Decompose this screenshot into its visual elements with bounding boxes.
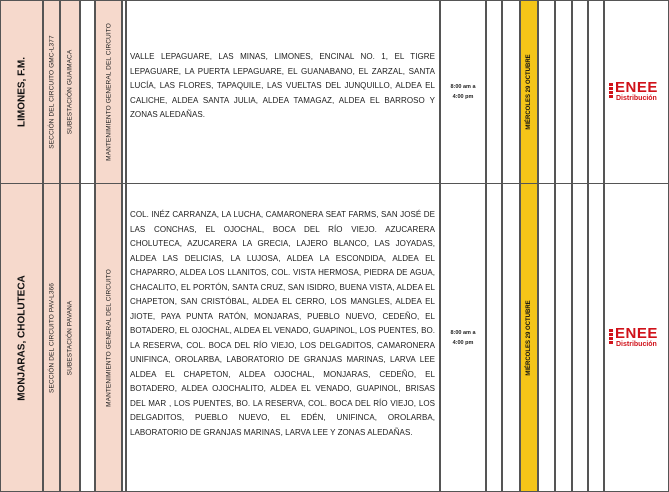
empty-cell	[486, 0, 502, 183]
empty-cell	[588, 0, 604, 183]
logo-cell	[604, 183, 669, 492]
day-cell	[520, 183, 538, 492]
logo-subtitle: Distribución	[616, 340, 657, 348]
maintenance-cell	[95, 0, 122, 183]
substation-name: SUBESTACIÓN PAVANA	[66, 300, 74, 375]
schedule-time-cell	[440, 0, 486, 183]
empty-cell	[572, 0, 588, 183]
empty-cell	[572, 183, 588, 492]
table-row	[0, 183, 669, 492]
maintenance-type: MANTENIMIENTO GENERAL DEL CIRCUITO	[105, 22, 112, 161]
substation-cell	[60, 183, 80, 492]
logo-wordmark: ENEE	[615, 324, 658, 342]
logo-wordmark: ENEE	[615, 78, 658, 96]
enee-logo	[609, 324, 669, 348]
enee-logo	[609, 78, 669, 102]
empty-cell	[538, 0, 555, 183]
time-end: 4:00 pm	[452, 339, 474, 346]
table-row	[0, 0, 669, 183]
empty-cell	[486, 183, 502, 492]
time-end: 4:00 pm	[452, 93, 474, 100]
empty-cell	[502, 183, 520, 492]
substation-name: SUBESTACIÓN GUAIMACA	[66, 49, 74, 134]
affected-areas-cell	[126, 183, 440, 492]
location-cell	[0, 183, 43, 492]
maintenance-type: MANTENIMIENTO GENERAL DEL CIRCUITO	[105, 268, 112, 407]
affected-areas: COL. INÉZ CARRANZA, LA LUCHA, CAMARONERA SEAT FARMS, SAN JOSÉ DE LAS CONCHAS, EL OJOCHAL, BOCA DEL RÍO VIEJO. AZUCARERA CHOLUTECA, AZUCARERA LA GRECIA, LAJERO BLANCO, LAS JOYADAS, ALDEA LAS DELICIAS, LA LUJOSA, ALDEA LA ESCONDIDA, ALDEA EL CHAPARRO, ALDEA LOS LLANITOS, COL. VISTA HERMOSA, PIEDRA DE AGUA, CHACALITO, EL PORTÓN, SANTA CRUZ, SAN ISIDRO, BUENA VISTA, ALDEA EL CHAPETON, SAN CRISTÓBAL, ALDEA EL CERRO, LOS MANGLES, ALDEA EL JIOTE, PAYA PUNTA RATÓN, MONJARAS, PUEBLO NUEVO, CEDEÑO, EL BOTADERO, EL OJOCHAL, ALDEA EL VENADO, GUAPINOL, LOS PUENTES, BO. LA RESERVA, COL. BOCA DEL RÍO VIEJO, LOS DELGADITOS, CAMARONERA UNIFINCA, OROLARBA, LABORATORIO DE GRANJAS MARINAS, LARVA LEE ALDEA EL CHAPETON, ALDEA OJOCHAL, MONJARAS, CEDEÑO, EL BOTADERO, ALDEA OJOCHALITO, ALDEA EL VENADO, GUAPINOL, BRISAS DEL MAR , LOS PUENTES, BO. LA RESERVA, COL. BOCA DEL RÍO VIEJO, LOS DELGADITOS, PUEBLO NUEVO, EL EDÉN, UNIFINCA, OROLARBA, LABORATORIO DE GRANJAS MARINAS, LARVA LEE Y ZONAS ALEDAÑAS.	[130, 210, 435, 437]
empty-cell	[588, 183, 604, 492]
logo-mark-icon	[609, 329, 613, 345]
logo-cell	[604, 0, 669, 183]
spacer-cell	[80, 0, 95, 183]
circuit-section: SECCIÓN DEL CIRCUITO GMC-L377	[48, 34, 55, 149]
row-divider	[0, 183, 669, 184]
time-start: 8:00 am a	[450, 329, 476, 336]
empty-cell	[555, 183, 572, 492]
location-name: LIMONES, F.M.	[16, 56, 27, 127]
affected-areas-cell	[126, 0, 440, 183]
circuit-section-cell	[43, 183, 60, 492]
time-start: 8:00 am a	[450, 83, 476, 90]
row-divider	[0, 0, 669, 1]
empty-cell	[538, 183, 555, 492]
schedule-time	[441, 82, 485, 102]
maintenance-cell	[95, 183, 122, 492]
circuit-section-cell	[43, 0, 60, 183]
day-cell	[520, 0, 538, 183]
location-cell	[0, 0, 43, 183]
location-name: MONJARAS, CHOLUTECA	[16, 274, 27, 401]
day-label: MIÉRCOLES 29 OCTUBRE	[526, 299, 532, 376]
affected-areas: VALLE LEPAGUARE, LAS MINAS, LIMONES, ENCINAL NO. 1, EL TIGRE LEPAGUARE, LA PUERTA LEPAGUARE, EL GUANABANO, EL ZARZAL, SANTA LUCÍA, LAS FLORES, TAPAQUILE, LAS VUELTAS DEL JUNQUILLO, ALDEA EL CALICHE, ALDEA SANTA JULIA, ALDEA TAMAGAZ, ALDEA EL BARROSO Y ZONAS ALEDAÑAS.	[130, 52, 435, 119]
logo-subtitle: Distribución	[616, 94, 657, 102]
logo-mark-icon	[609, 83, 613, 99]
day-label: MIÉRCOLES 29 OCTUBRE	[526, 53, 532, 130]
schedule-time	[441, 328, 485, 348]
circuit-section: SECCIÓN DEL CIRCUITO PAV-L366	[48, 282, 55, 393]
schedule-time-cell	[440, 183, 486, 492]
spacer-cell	[80, 183, 95, 492]
empty-cell	[502, 0, 520, 183]
empty-cell	[555, 0, 572, 183]
substation-cell	[60, 0, 80, 183]
